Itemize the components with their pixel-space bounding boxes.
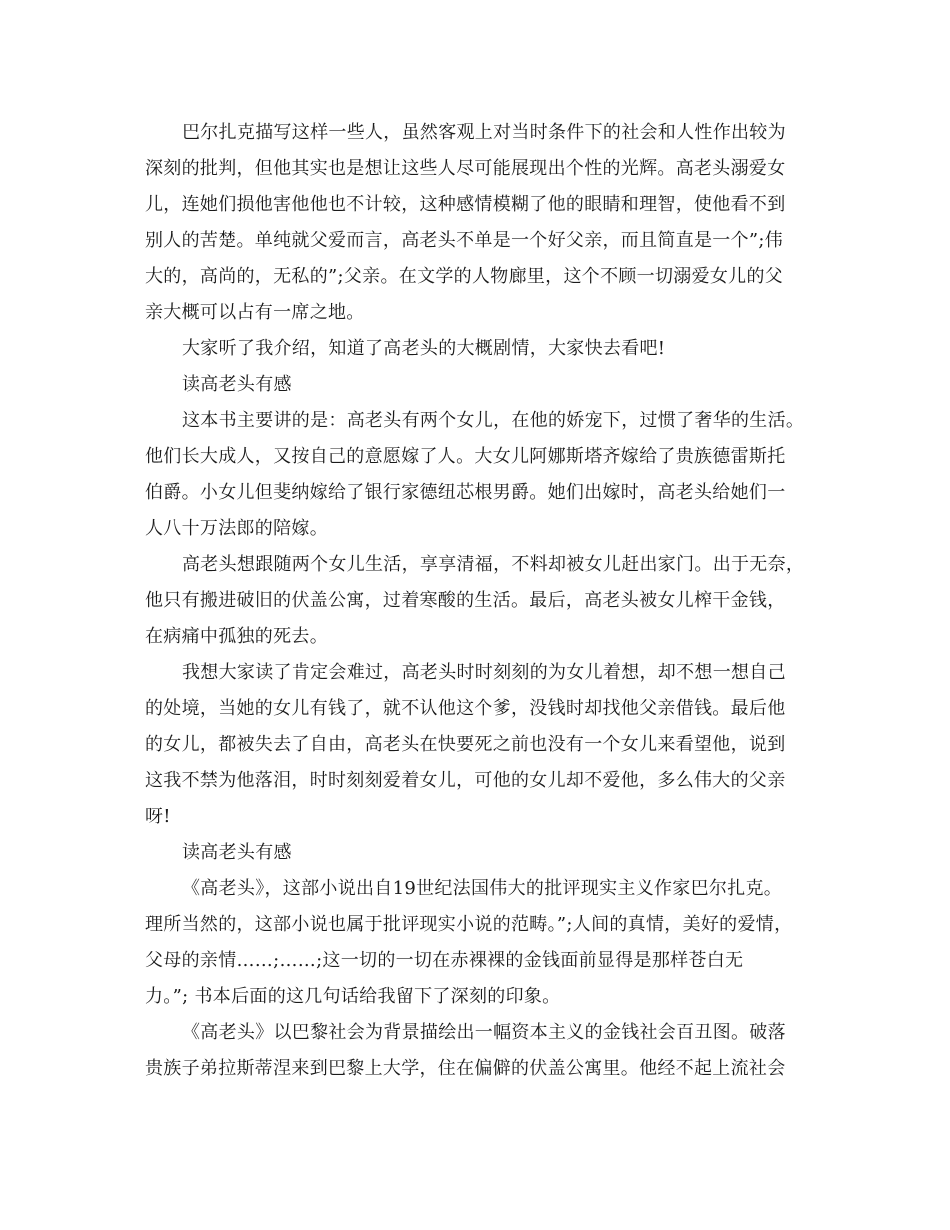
text-line: 高老头想跟随两个女儿生活，享享清福，不料却被女儿赶出家门。出于无奈， <box>182 554 805 575</box>
text-line: 在病痛中孤独的死去。 <box>145 626 328 647</box>
text-line: 人八十万法郎的陪嫁。 <box>145 518 328 539</box>
text-line: 我想大家读了肯定会难过，高老头时时刻刻的为女儿着想，却不想一想自己 <box>182 662 786 683</box>
text-line: 的女儿，都被失去了自由，高老头在快要死之前也没有一个女儿来看望他，说到 <box>145 734 786 755</box>
text-line: 大的，高尚的，无私的”;父亲。在文学的人物廊里，这个不顾一切溺爱女儿的父 <box>145 266 784 287</box>
text-line: 别人的苦楚。单纯就父爱而言，高老头不单是一个好父亲，而且简直是一个”;伟 <box>145 230 784 251</box>
text-line: 儿，连她们损他害他他也不计较，这种感情模糊了他的眼睛和理智，使他看不到 <box>145 194 786 215</box>
text-line: 他只有搬进破旧的伏盖公寓，过着寒酸的生活。最后，高老头被女儿榨干金钱， <box>145 590 786 611</box>
text-line: 亲大概可以占有一席之地。 <box>145 302 365 323</box>
text-line: 读高老头有感 <box>182 374 292 395</box>
text-line: 大家听了我介绍，知道了高老头的大概剧情，大家快去看吧! <box>182 338 666 359</box>
text-line: 力。”; 书本后面的这几句话给我留下了深刻的印象。 <box>145 986 561 1007</box>
text-line: 父母的亲情……;……;这一切的一切在赤裸裸的金钱面前显得是那样苍白无 <box>145 950 744 971</box>
text-line: 这本书主要讲的是：高老头有两个女儿，在他的娇宠下，过惯了奢华的生活。 <box>182 410 805 431</box>
text-line: 巴尔扎克描写这样一些人，虽然客观上对当时条件下的社会和人性作出较为 <box>182 122 786 143</box>
text-line: 读高老头有感 <box>182 842 292 863</box>
text-line: 这我不禁为他落泪，时时刻刻爱着女儿，可他的女儿却不爱他，多么伟大的父亲 <box>145 770 786 791</box>
text-line: 《高老头》，这部小说出自19世纪法国伟大的批评现实主义作家巴尔扎克。 <box>182 878 783 899</box>
text-line: 的处境，当她的女儿有钱了，就不认他这个爹，没钱时却找他父亲借钱。最后他 <box>145 698 786 719</box>
text-line: 贵族子弟拉斯蒂涅来到巴黎上大学，住在偏僻的伏盖公寓里。他经不起上流社会 <box>145 1058 786 1079</box>
document-body <box>145 115 835 1087</box>
text-line: 他们长大成人，又按自己的意愿嫁了人。大女儿阿娜斯塔齐嫁给了贵族德雷斯托 <box>145 446 786 467</box>
text-line: 深刻的批判，但他其实也是想让这些人尽可能展现出个性的光辉。高老头溺爱女 <box>145 158 786 179</box>
text-line: 《高老头》以巴黎社会为背景描绘出一幅资本主义的金钱社会百丑图。破落 <box>182 1022 786 1043</box>
text-line: 伯爵。小女儿但斐纳嫁给了银行家德纽芯根男爵。她们出嫁时，高老头给她们一 <box>145 482 786 503</box>
text-line: 理所当然的，这部小说也属于批评现实小说的范畴。”;人间的真情，美好的爱情， <box>145 914 793 935</box>
text-line: 呀! <box>145 806 171 827</box>
